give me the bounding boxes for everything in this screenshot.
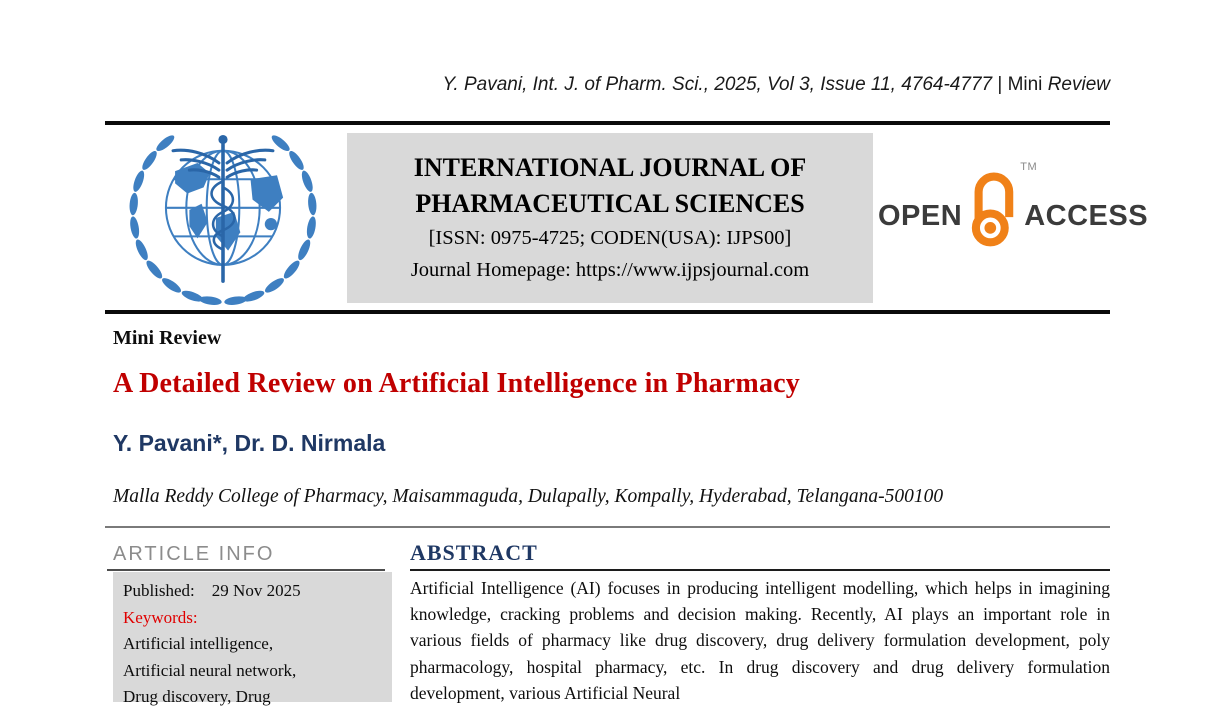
masthead-bottom-rule xyxy=(105,310,1110,314)
keyword-line: Drug discovery, Drug xyxy=(123,687,271,706)
article-info-heading: ARTICLE INFO xyxy=(113,543,275,565)
affiliation-line: Malla Reddy College of Pharmacy, Maisammaguda, Dulapally, Kompally, Hyderabad, Telangana-500100 xyxy=(113,486,944,507)
open-access-access-label: ACCESS xyxy=(1024,200,1149,232)
journal-name-line2: PHARMACEUTICAL SCIENCES xyxy=(415,189,805,218)
top-divider-rule xyxy=(105,121,1110,125)
journal-homepage-link[interactable]: Journal Homepage: https://www.ijpsjournal.com xyxy=(410,259,810,281)
open-access-logo xyxy=(878,162,1148,262)
open-lock-icon xyxy=(966,162,1020,256)
abstract-text: Artificial Intelligence (AI) focuses in producing intelligent modelling, which helps in imagining knowledge, cracking problems and decision making. Recently, AI plays an important role in various fields of pharmacy like drug discovery, drug delivery formulation development, poly pharmacology, hospital pharmacy, etc. In drug discovery and drug delivery formulation development, various Artificial Neural xyxy=(410,578,1110,703)
issn-coden-line: [ISSN: 0975-4725; CODEN(USA): IJPS00] xyxy=(428,227,792,249)
abstract-heading: ABSTRACT xyxy=(410,540,538,565)
article-info-underline xyxy=(107,569,385,571)
authors-line: Y. Pavani*, Dr. D. Nirmala xyxy=(113,430,386,456)
open-access-open-label: OPEN xyxy=(878,200,963,232)
keyword-line: Artificial neural network, xyxy=(123,660,297,680)
section-divider-rule xyxy=(105,526,1110,528)
trademark-label: TM xyxy=(1020,161,1038,173)
journal-logo-icon xyxy=(116,128,330,308)
keywords-label: Keywords: xyxy=(123,607,198,627)
journal-name-line1: INTERNATIONAL JOURNAL OF xyxy=(413,153,807,182)
article-type-label: Mini Review xyxy=(113,327,222,349)
published-row xyxy=(123,578,384,605)
published-date: 29 Nov 2025 xyxy=(211,581,301,600)
masthead-box xyxy=(347,133,873,303)
published-label: Published: xyxy=(123,581,195,600)
keyword-line: Artificial intelligence, xyxy=(123,634,274,653)
running-head-citation xyxy=(443,74,1111,96)
citation-italic: Y. Pavani, Int. J. of Pharm. Sci., 2025, Vol 3, Issue 11, 4764-4777 xyxy=(442,74,993,95)
paper-title: A Detailed Review on Artificial Intelligence in Pharmacy xyxy=(113,368,800,399)
citation-review-type: Review xyxy=(1047,74,1110,95)
abstract-underline xyxy=(410,569,1110,571)
citation-upright: | Mini xyxy=(992,74,1048,95)
article-info-box xyxy=(113,572,392,706)
